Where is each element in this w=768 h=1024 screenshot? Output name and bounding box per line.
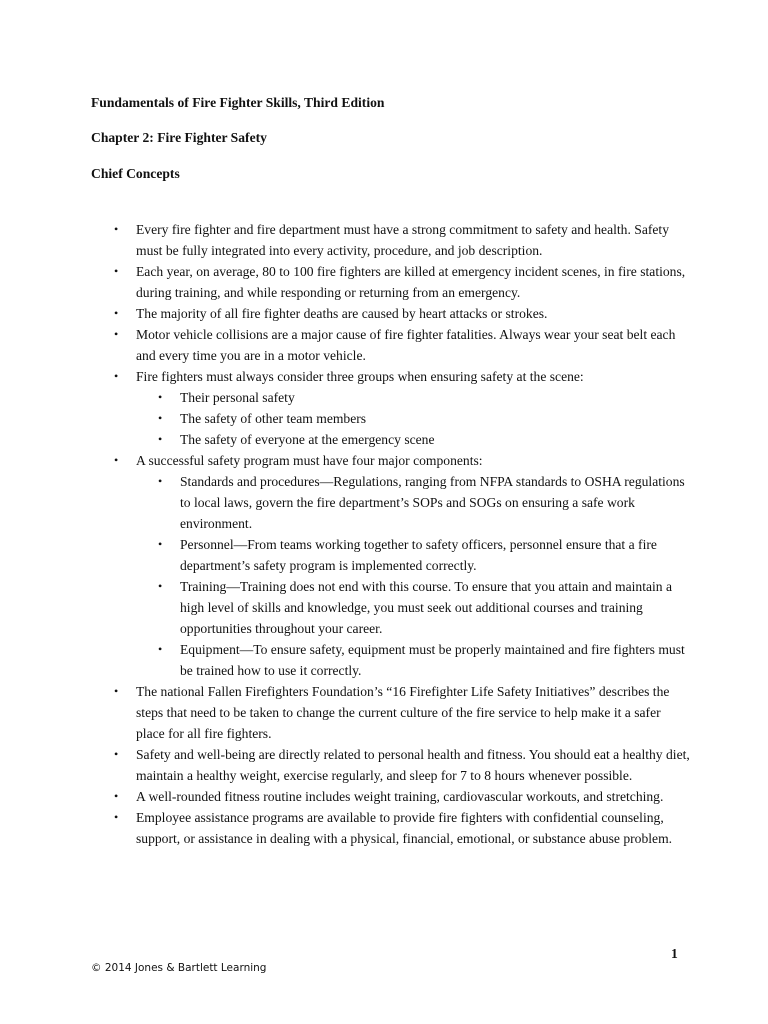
bullet-icon: • bbox=[158, 411, 163, 425]
list-item bbox=[91, 219, 691, 261]
bullet-icon: • bbox=[158, 390, 163, 404]
bullet-icon: • bbox=[114, 684, 119, 698]
sub-list-item-text: Standards and procedures—Regulations, ranging from NFPA standards to OSHA regulations to local laws, govern the fire department’s SOPs and SOGs on ensuring a safe work environment. bbox=[180, 474, 685, 531]
section-heading: Chief Concepts bbox=[91, 166, 180, 181]
list-item bbox=[91, 807, 691, 849]
bullet-icon: • bbox=[114, 222, 119, 236]
document-title: Fundamentals of Fire Fighter Skills, Third Edition bbox=[91, 95, 385, 110]
bullet-icon: • bbox=[158, 579, 163, 593]
sub-list-item-text: The safety of everyone at the emergency scene bbox=[180, 432, 435, 447]
bullet-icon: • bbox=[114, 369, 119, 383]
chapter-heading: Chapter 2: Fire Fighter Safety bbox=[91, 130, 267, 145]
list-item bbox=[91, 303, 691, 324]
list-item bbox=[91, 261, 691, 303]
sub-list-item bbox=[136, 576, 691, 639]
list-item-text: The majority of all fire fighter deaths are caused by heart attacks or strokes. bbox=[136, 306, 548, 321]
sub-list-item-text: Training—Training does not end with this course. To ensure that you attain and maintain a high level of skills and knowledge, you must seek out additional courses and training opportunities throughout your career. bbox=[180, 579, 673, 636]
list-item-text: Employee assistance programs are available to provide fire fighters with confidential counseling, support, or assistance in dealing with a physical, financial, emotional, or substance abuse problem. bbox=[136, 810, 673, 846]
sub-list bbox=[136, 471, 691, 681]
list-item-text: A successful safety program must have four major components: bbox=[136, 453, 483, 468]
list-item-text: The national Fallen Firefighters Foundation’s “16 Firefighter Life Safety Initiatives” describes the steps that need to be taken to change the current culture of the fire service to help make it a safer place for all fire fighters. bbox=[136, 684, 670, 741]
list-item bbox=[91, 366, 691, 450]
bullet-icon: • bbox=[114, 306, 119, 320]
list-item bbox=[91, 786, 691, 807]
list-item-text: Safety and well-being are directly related to personal health and fitness. You should eat a healthy diet, maintain a healthy weight, exercise regularly, and sleep for 7 to 8 hours whenever possible. bbox=[136, 747, 690, 783]
bullet-icon: • bbox=[114, 453, 119, 467]
list-item-text: Fire fighters must always consider three groups when ensuring safety at the scene: bbox=[136, 369, 584, 384]
sub-list-item bbox=[136, 639, 691, 681]
sub-list-item bbox=[136, 408, 691, 429]
sub-list-item-text: The safety of other team members bbox=[180, 411, 367, 426]
bullet-icon: • bbox=[114, 747, 119, 761]
bullet-icon: • bbox=[114, 264, 119, 278]
bullet-icon: • bbox=[158, 432, 163, 446]
sub-list-item bbox=[136, 471, 691, 534]
list-item bbox=[91, 744, 691, 786]
list-item bbox=[91, 450, 691, 681]
copyright-footer: © 2014 Jones & Bartlett Learning bbox=[91, 962, 267, 974]
list-item-text: Motor vehicle collisions are a major cause of fire fighter fatalities. Always wear your seat belt each and every time you are in a motor vehicle. bbox=[136, 327, 676, 363]
list-item-text: Each year, on average, 80 to 100 fire fighters are killed at emergency incident scenes, in fire stations, during training, and while responding or returning from an emergency. bbox=[136, 264, 686, 300]
sub-list-item-text: Equipment—To ensure safety, equipment must be properly maintained and fire fighters must be trained how to use it correctly. bbox=[180, 642, 685, 678]
list-item-text: A well-rounded fitness routine includes weight training, cardiovascular workouts, and stretching. bbox=[136, 789, 664, 804]
sub-list bbox=[136, 387, 691, 450]
list-item-text: Every fire fighter and fire department must have a strong commitment to safety and health. Safety must be fully integrated into every activity, procedure, and job description. bbox=[136, 222, 669, 258]
list-item bbox=[91, 324, 691, 366]
bullet-icon: • bbox=[158, 537, 163, 551]
page-number: 1 bbox=[671, 946, 678, 961]
sub-list-item bbox=[136, 387, 691, 408]
list-item bbox=[91, 681, 691, 744]
bullet-icon: • bbox=[114, 327, 119, 341]
bullet-icon: • bbox=[158, 642, 163, 656]
bullet-icon: • bbox=[114, 789, 119, 803]
sub-list-item-text: Their personal safety bbox=[180, 390, 295, 405]
chief-concepts-list bbox=[91, 219, 691, 849]
sub-list-item-text: Personnel—From teams working together to safety officers, personnel ensure that a fire department’s safety program is implemented correctly. bbox=[180, 537, 657, 573]
sub-list-item bbox=[136, 534, 691, 576]
bullet-icon: • bbox=[114, 810, 119, 824]
bullet-icon: • bbox=[158, 474, 163, 488]
sub-list-item bbox=[136, 429, 691, 450]
